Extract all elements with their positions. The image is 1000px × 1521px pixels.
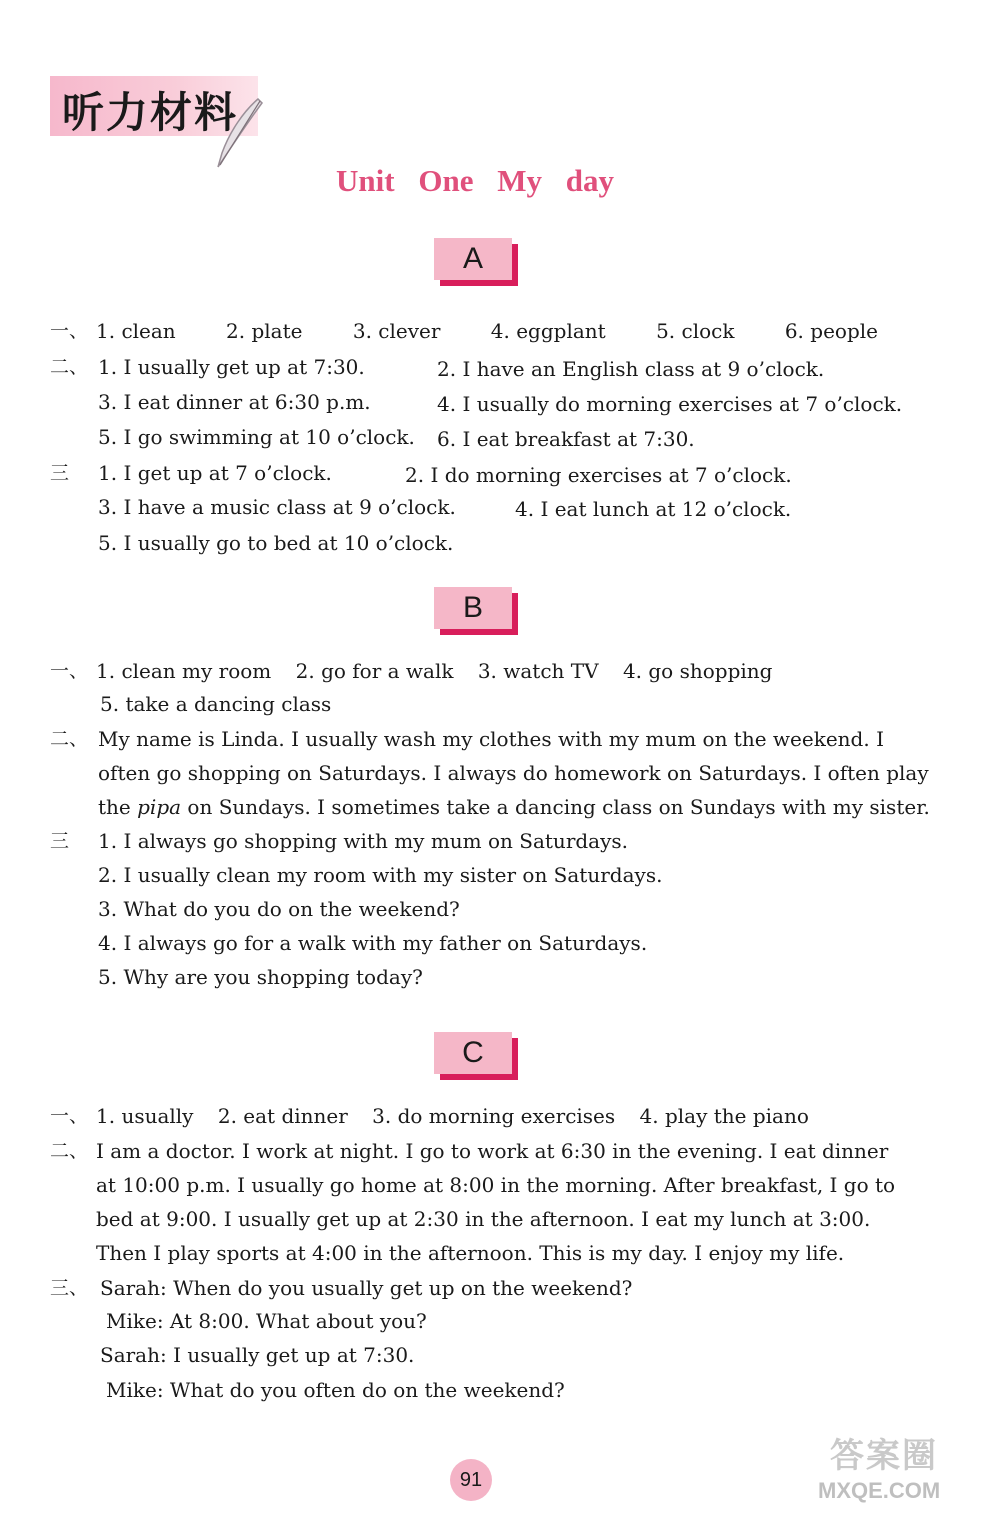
section-a-badge [434, 238, 518, 286]
dialogue-line: Mike: At 8:00. What about you? [106, 1309, 427, 1333]
passage-line: I am a doctor. I work at night. I go to work at 6:30 in the evening. I eat dinner [96, 1139, 889, 1163]
sentence: 1. I usually get up at 7:30. [98, 355, 365, 379]
list-item: 2. go for a walk [295, 659, 454, 683]
passage-line: often go shopping on Saturdays. I always do homework on Saturdays. I often play [98, 761, 929, 785]
passage-line: Then I play sports at 4:00 in the afternoon. This is my day. I enjoy my life. [96, 1241, 845, 1265]
list-item: 2. eat dinner [217, 1104, 348, 1128]
sentence: 4. I usually do morning exercises at 7 o’clock. [437, 392, 903, 416]
part-marker: 一、 [50, 660, 89, 682]
part-marker: 二、 [50, 356, 89, 378]
passage-line: the pipa on Sundays. I sometimes take a dancing class on Sundays with my sister. [98, 795, 930, 819]
list-item: 6. people [784, 319, 878, 343]
sentence: 3. I eat dinner at 6:30 p.m. [98, 390, 371, 414]
part-marker: 二、 [50, 728, 89, 750]
sentence: 2. I have an English class at 9 o’clock. [437, 357, 825, 381]
dialogue-line: Sarah: When do you usually get up on the weekend? [100, 1276, 633, 1300]
passage-line: at 10:00 p.m. I usually go home at 8:00 in the morning. After breakfast, I go to [96, 1173, 896, 1197]
passage-line: My name is Linda. I usually wash my clothes with my mum on the weekend. I [98, 727, 884, 751]
section-c-label: C [434, 1032, 512, 1074]
list-item: 3. watch TV [477, 659, 599, 683]
sentence: 3. I have a music class at 9 o’clock. [98, 495, 456, 519]
sentence: 5. Why are you shopping today? [98, 965, 423, 989]
list-item: 5. take a dancing class [100, 692, 332, 716]
list-item: 1. usually [96, 1104, 194, 1128]
watermark-url: MXQE.COM [818, 1478, 941, 1503]
word-list [96, 318, 922, 344]
header-title: 听力材料 [62, 88, 239, 137]
sentence: 1. I get up at 7 o’clock. [98, 461, 332, 485]
sentence: 2. I usually clean my room with my sister on Saturdays. [98, 863, 663, 887]
phrase-list [96, 1103, 827, 1129]
section-c-badge [434, 1032, 518, 1080]
sentence: 1. I always go shopping with my mum on Saturdays. [98, 829, 629, 853]
unit-title: Unit One My day [336, 163, 614, 198]
sentence: 4. I always go for a walk with my father on Saturdays. [98, 931, 648, 955]
passage-line: bed at 9:00. I usually get up at 2:30 in the afternoon. I eat my lunch at 3:00. [96, 1207, 871, 1231]
list-item: 3. clever [352, 319, 441, 343]
dialogue-line: Sarah: I usually get up at 7:30. [100, 1343, 415, 1367]
watermark-logo: 答案圈 [830, 1436, 938, 1476]
page-number: 91 [450, 1459, 492, 1501]
part-marker: 三 [50, 830, 70, 852]
list-item: 2. plate [226, 319, 303, 343]
part-marker: 三 [50, 462, 70, 484]
part-marker: 一、 [50, 1105, 89, 1127]
sentence: 3. What do you do on the weekend? [98, 897, 460, 921]
phrase-list [96, 658, 790, 684]
sentence: 5. I usually go to bed at 10 o’clock. [98, 531, 454, 555]
list-item: 1. clean [96, 319, 176, 343]
sentence: 6. I eat breakfast at 7:30. [437, 427, 695, 451]
list-item: 5. clock [656, 319, 735, 343]
section-b-label: B [434, 587, 512, 629]
sentence: 2. I do morning exercises at 7 o’clock. [405, 463, 792, 487]
sentence: 4. I eat lunch at 12 o’clock. [515, 497, 792, 521]
list-item: 3. do morning exercises [372, 1104, 616, 1128]
list-item: 1. clean my room [96, 659, 272, 683]
section-a-label: A [434, 238, 512, 280]
dialogue-line: Mike: What do you often do on the weekend? [106, 1378, 565, 1402]
part-marker: 二、 [50, 1140, 89, 1162]
sentence: 5. I go swimming at 10 o’clock. [98, 425, 415, 449]
list-item: 4. play the piano [639, 1104, 809, 1128]
list-item: 4. go shopping [622, 659, 773, 683]
part-marker: 三、 [50, 1277, 89, 1299]
section-b-badge [434, 587, 518, 635]
list-item: 4. eggplant [490, 319, 606, 343]
part-marker: 一、 [50, 320, 89, 342]
